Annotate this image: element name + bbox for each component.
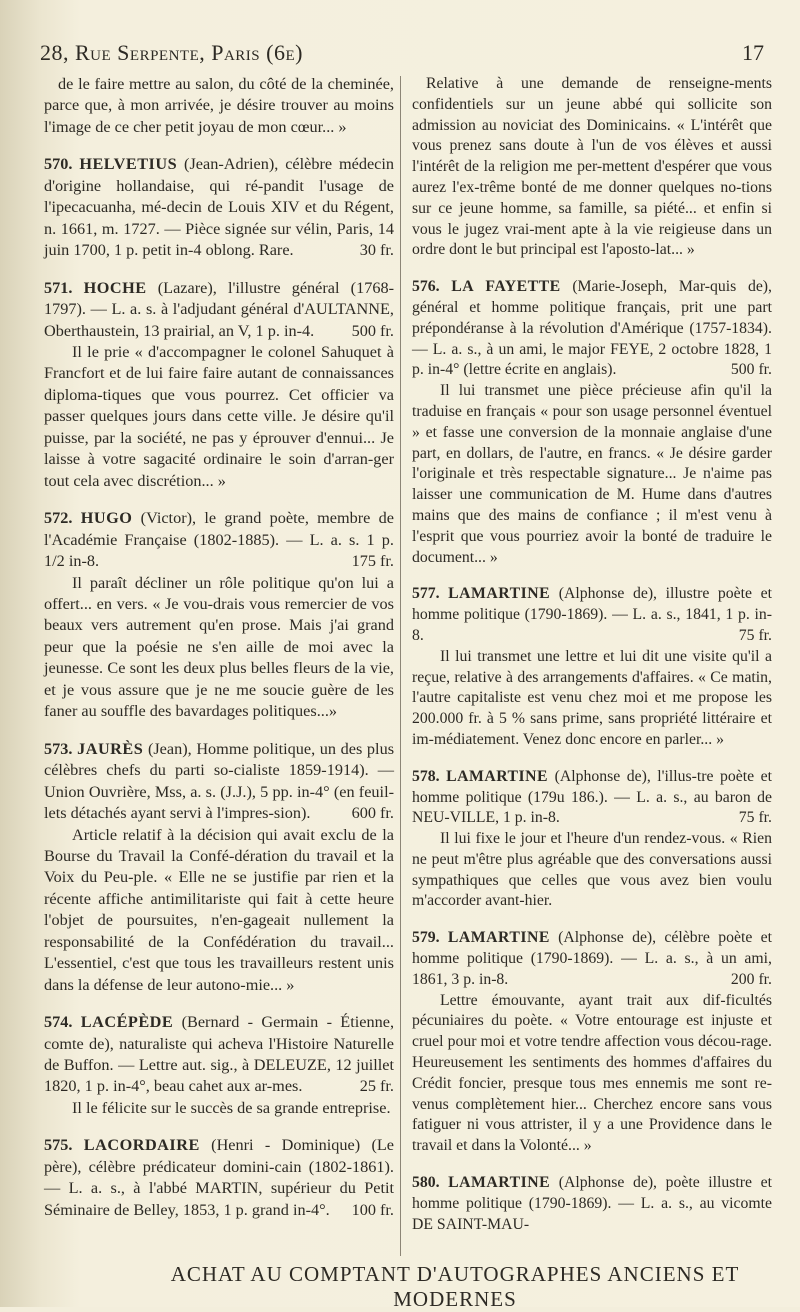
lot-description: (Lazare), l'illustre général (1768-1797). — L. a. s. à l'adjudant général d'AULTANNE, Oberthaustein, 13 prairial, an V, 1 p. in-4. xyxy=(44,278,394,340)
column-divider xyxy=(400,76,401,1256)
catalogue-entry xyxy=(44,278,394,493)
lot-price: 500 fr. xyxy=(351,321,394,340)
lot-price: 30 fr. xyxy=(359,241,394,260)
page-footer: ACHAT AU COMPTANT D'AUTOGRAPHES ANCIENS ET MODERNES xyxy=(170,1262,740,1311)
catalogue-entry xyxy=(44,1135,394,1221)
continued-text: Relative à une demande de renseigne-ments confidentiels sur un jeune abbé qui sollicite son admission au noviciat des Dominicains. « L'intérêt que vous prenez sans doute à l'un de vos élèves et aussi l'intérêt de la religion me per-mettent d'espérer que vous aurez l'ex-trême bonté de me donner quelques no-tions sur ce jeune homme, sa famille, sa piété... et enfin si vous le jugez vrai-ment apte à la vie reigieuse dans un ordre dont le but principal est l'aposto-lat... » xyxy=(412,75,772,259)
lot-price: 75 fr. xyxy=(738,626,772,644)
right-column xyxy=(412,74,772,1251)
lot-number: 580. xyxy=(412,1174,440,1192)
entry-heading xyxy=(412,767,772,829)
entry-heading xyxy=(412,277,772,381)
catalogue-entry xyxy=(44,154,394,261)
left-entries xyxy=(44,154,394,1221)
entry-heading xyxy=(412,584,772,646)
lot-description: (Alphonse de), célèbre poète et homme politique (1790-1869). — L. a. s., à un ami, 1861, 3 p. in-8. xyxy=(412,929,772,988)
lot-number: 572. xyxy=(44,509,73,528)
publisher-address: 28, Rue Serpente, Paris (6e) xyxy=(40,40,303,65)
author-name: LA FAYETTE xyxy=(451,278,561,296)
lot-description: (Henri - Dominique) (Le père), célèbre prédicateur domini-cain (1802-1861). — L. a. s., à l'abbé MARTIN, supérieur du Petit Séminaire de Belley, 1853, 1 p. grand in-4°. xyxy=(44,1136,395,1219)
lot-summary: Lettre émouvante, ayant trait aux dif-ficultés pécuniaires du poète. « Votre entourage est injuste et cruel pour moi et votre tendre affection vous décou-rage. Heureusement les sentiments des hommes d'affaires du Crédit foncier, presque tous mes ennemis me sont re-venus complètement hier... Cherchez encore sans vous fatiguer ni vous attrister, il y a une Providence dans le travail et dans la Volonté... » xyxy=(412,991,772,1155)
lot-price: 200 fr. xyxy=(730,970,772,988)
lot-number: 574. xyxy=(44,1013,73,1032)
lot-price: 175 fr. xyxy=(351,552,394,571)
lot-summary: Article relatif à la décision qui avait exclu de la Bourse du Travail la Confé-dération du travail et la Voix du Peu-ple. « Elle ne se justifie par rien et la récente affiche antimilitariste qui fait à cette heure l'objet de poursuites, n'en-gageait nullement la responsabilité de la Confédération du travail... L'essentiel, c'est que tous les travailleurs restent unis dans la défense de leur autono-mie... » xyxy=(44,825,394,994)
lot-description: (Marie-Joseph, Mar-quis de), général et homme politique français, prit une part prépondéranse à la révolution d'Amérique (1757-1834). — L. a. s., à un ami, le major FEYE, 2 octobre 1828, 1 p. in-4° (lettre écrite en anglais). xyxy=(412,278,772,379)
lot-number: 579. xyxy=(412,929,440,947)
author-name: LACÉPÈDE xyxy=(80,1013,174,1032)
continued-text: de le faire mettre au salon, du côté de la cheminée, parce que, à mon arrivée, je désire trouver au moins l'image de ce cher petit joyau de mon cœur... » xyxy=(44,75,394,136)
lot-description: (Victor), le grand poète, membre de l'Académie Française (1802-1885). — L. a. s. 1 p. 1/2 in-8. xyxy=(44,509,395,571)
lot-description: (Alphonse de), poète illustre et homme politique (1790-1869). — L. a. s., au vicomte DE SAINT-MAU- xyxy=(412,1174,773,1233)
catalogue-entry xyxy=(44,1012,394,1119)
lot-summary: Il paraît décliner un rôle politique qu'on lui a offert... en vers. « Je vou-drais vous remercier de vos beaux vers autrement qu'en prose. Mais j'ai grand peur que la poésie ne s'en aille de moi avec la jeunesse. Ce sont les deux plus belles fleurs de la vie, et je vous assure que je ne me soucie guère de les faner au souffle des bavardages politiques...» xyxy=(44,573,394,721)
catalogue-entry xyxy=(44,739,394,996)
lot-price: 600 fr. xyxy=(351,804,394,823)
lot-number: 578. xyxy=(412,767,440,785)
page-header xyxy=(40,40,764,70)
lot-summary: Il le félicite sur le succès de sa grande entreprise. xyxy=(72,1098,391,1117)
author-name: JAURÈS xyxy=(77,739,144,758)
lot-description: (Bernard - Germain - Étienne, comte de), naturaliste qui acheva l'Histoire Naturelle de Buffon. — Lettre aut. sig., à DELEUZE, 12 juillet 1820, 1 p. in-4°, beau cahet aux ar-mes. xyxy=(44,1013,395,1096)
left-column xyxy=(44,74,394,1237)
lot-description: (Alphonse de), l'illus-tre poète et homme politique (179u 186.). — L. a. s., au baron de NEU-VILLE, 1 p. in-8. xyxy=(412,767,773,827)
entry-heading xyxy=(412,1173,772,1235)
lot-number: 577. xyxy=(412,585,440,603)
lot-number: 575. xyxy=(44,1136,73,1155)
catalogue-entry xyxy=(44,508,394,723)
lot-price: 500 fr. xyxy=(730,361,772,379)
author-name: HOCHE xyxy=(83,278,147,297)
author-name: LAMARTINE xyxy=(447,929,550,947)
entry-heading xyxy=(44,739,394,825)
catalogue-entry xyxy=(412,277,772,568)
lot-number: 571. xyxy=(44,278,73,297)
author-name: LACORDAIRE xyxy=(83,1136,200,1155)
right-entries xyxy=(412,277,772,1235)
entry-heading xyxy=(44,1135,394,1221)
lot-summary: Il le prie « d'accompagner le colonel Sahuquet à Francfort et de lui faire faire autant de connaissances diploma-tiques que vous pourrez. Cet officier va passer quelques jours dans cette ville. Je désire qu'il puisse, par la société, ne pas y éprouver d'ennui... Je laisse à votre sagacité ordinaire le soin d'arran-ger tout cela avec discrétion... » xyxy=(44,342,394,490)
lot-price: 75 fr. xyxy=(738,809,772,827)
author-name: HELVETIUS xyxy=(79,155,178,174)
catalogue-entry xyxy=(412,584,772,750)
lot-summary: Il lui fixe le jour et l'heure d'un rendez-vous. « Rien ne peut m'être plus agréable que des conversations aussi sympathiques que celles que vous avez bien voulu m'accorder avant-hier. xyxy=(412,830,772,910)
entry-heading xyxy=(44,278,394,342)
catalogue-entry xyxy=(412,1173,772,1235)
page-number: 17 xyxy=(742,40,764,65)
lot-description: (Jean-Adrien), célèbre médecin d'origine hollandaise, qui ré-pandit l'usage de l'ipecacuanha, mé-decin de Louis XIV et du Régent, n. 1661, m. 1727. — Pièce signée sur vélin, Paris, 14 juin 1700, 1 p. petit in-4 oblong. Rare. xyxy=(44,155,395,260)
author-name: LAMARTINE xyxy=(448,585,551,603)
lot-summary: Il lui transmet une lettre et lui dit une visite qu'il a reçue, relative à des arrangements d'affaires. « Ce matin, l'autre capitaliste est venu chez moi et me propose les 200.000 fr. à 5 % sans prime, sans propriété littéraire et im-médiatement. Venez donc encore en parler... » xyxy=(412,647,772,748)
author-name: HUGO xyxy=(80,509,133,528)
catalogue-entry xyxy=(412,767,772,913)
entry-heading xyxy=(44,1012,394,1098)
catalogue-entry xyxy=(412,928,772,1157)
entry-heading xyxy=(44,508,394,572)
author-name: LAMARTINE xyxy=(446,767,549,785)
lot-number: 570. xyxy=(44,155,73,174)
lot-summary: Il lui transmet une pièce précieuse afin qu'il la traduise en français « pour son usage personnel éventuel » et fasse une conversion de la monnaie anglaise d'une part, en dollars, de l'autre, en francs. « Je désire garder l'originale et très respectable signature... Je n'aime pas laisser une communication de M. Hume dans d'autres mains que des mains de confiance ; il m'est venu à l'esprit que vous pourriez avoir la bonté de traduire le document... » xyxy=(412,382,772,566)
entry-heading xyxy=(44,154,394,261)
lot-number: 576. xyxy=(412,278,440,296)
entry-heading xyxy=(412,928,772,990)
lot-description: (Alphonse de), illustre poète et homme politique (1790-1869). — L. a. s., 1841, 1 p. in-8. xyxy=(412,585,773,644)
author-name: LAMARTINE xyxy=(448,1174,551,1192)
lot-price: 100 fr. xyxy=(351,1200,394,1219)
lot-description: (Jean), Homme politique, un des plus célèbres chefs du parti so-cialiste 1859-1914). — Union Ouvrière, Mss, a. s. (J.J.), 5 pp. in-4° (en feuil-lets détachés ayant servi à l'impres-sion). xyxy=(44,739,395,823)
lot-price: 25 fr. xyxy=(359,1077,394,1096)
lot-number: 573. xyxy=(44,739,73,758)
